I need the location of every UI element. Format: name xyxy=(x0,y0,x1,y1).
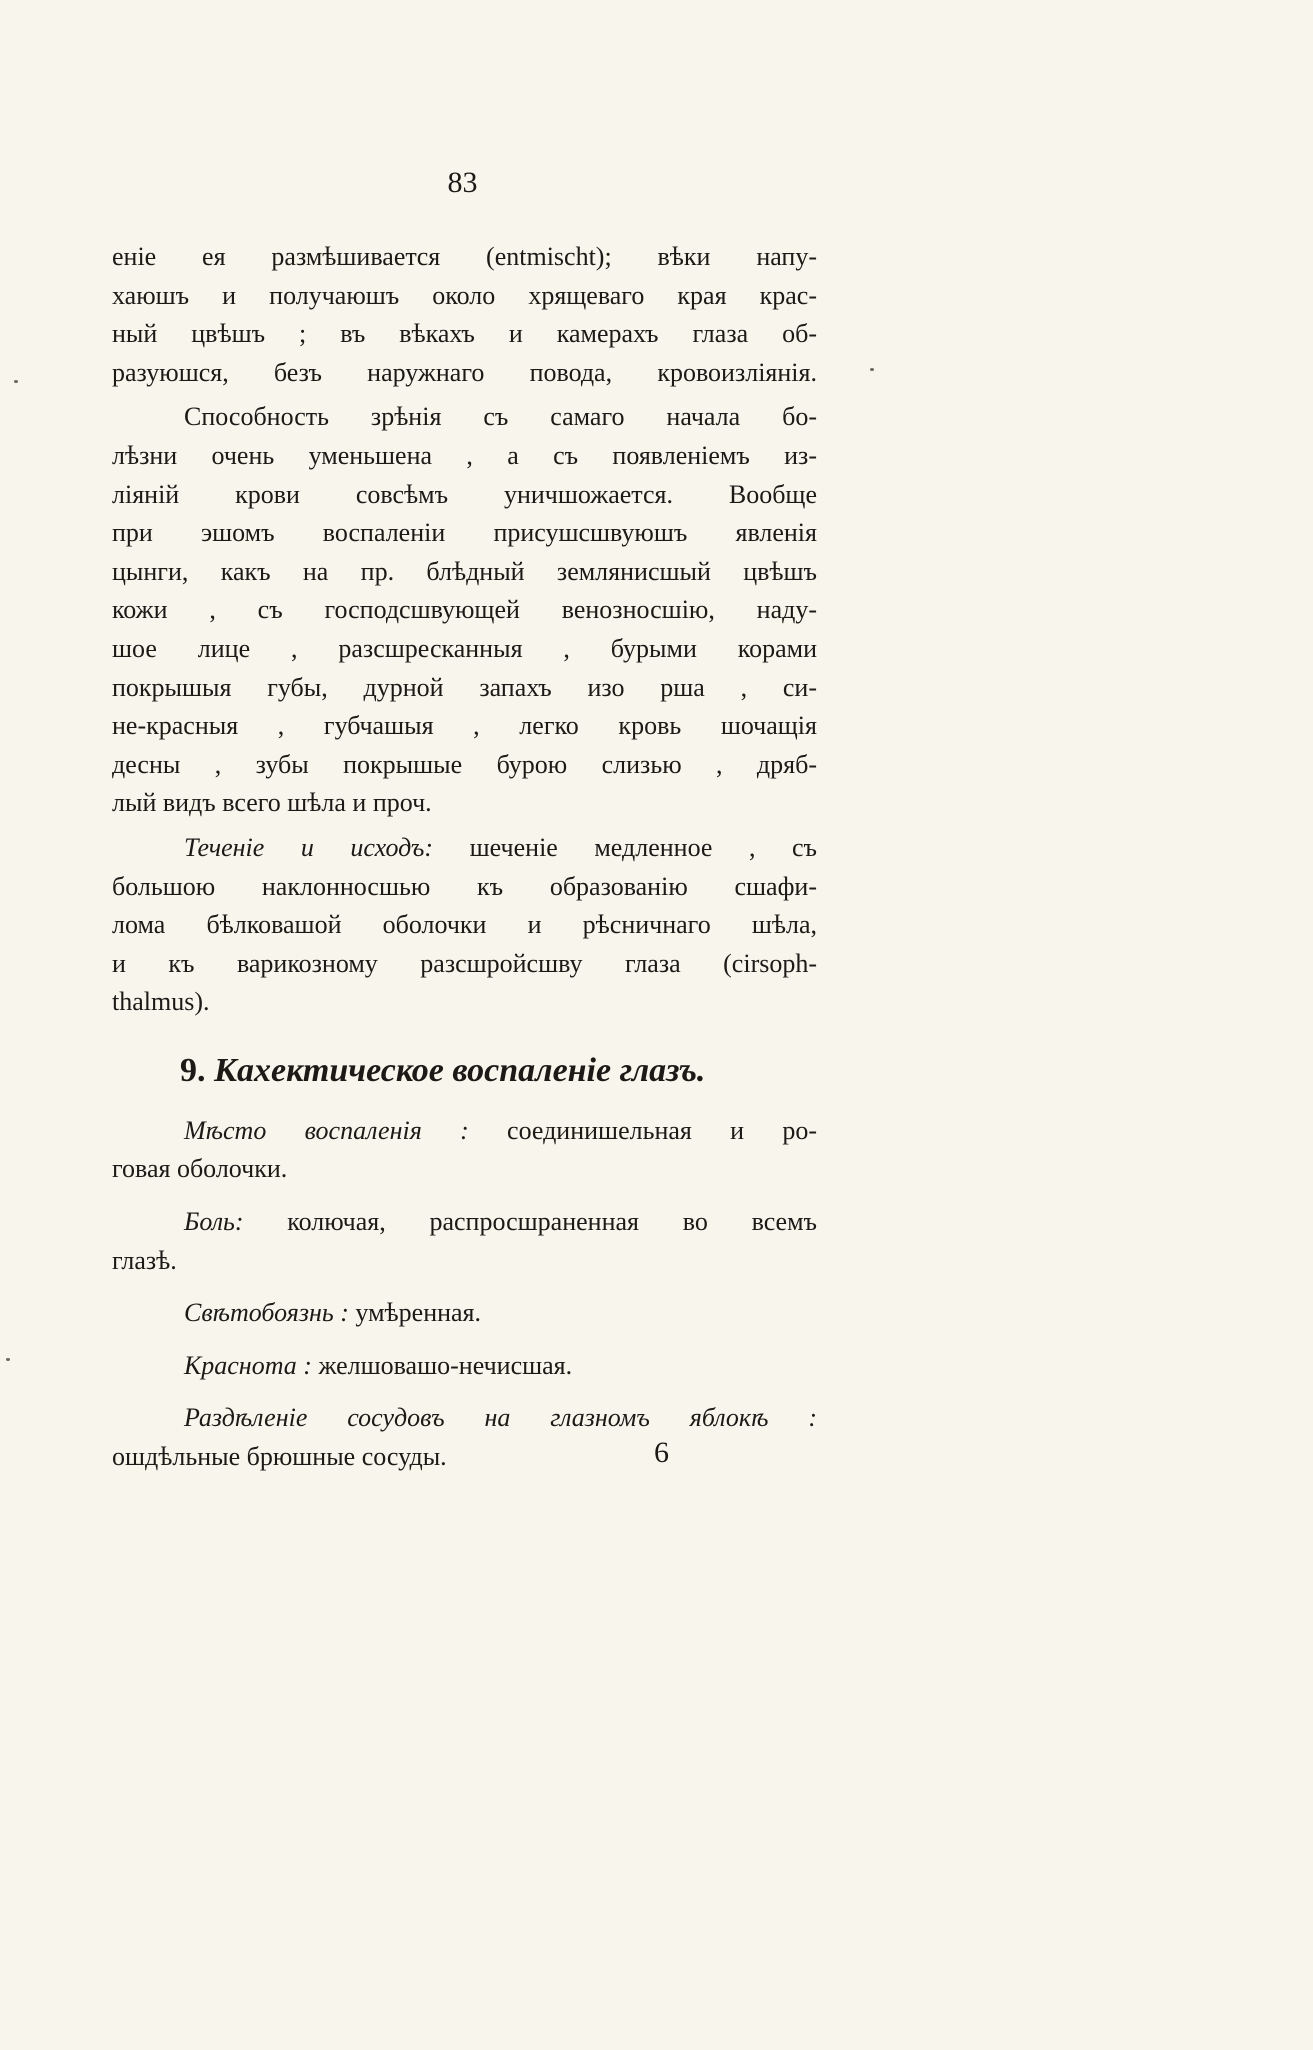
page-number: 83 xyxy=(447,166,478,199)
paragraph-vessel-distribution xyxy=(112,1399,817,1476)
signature-mark: 6 xyxy=(654,1436,669,1469)
text-fragment: желшовашо-нечисшая. xyxy=(311,1350,573,1380)
term-label: Боль: xyxy=(184,1207,244,1237)
text-line xyxy=(112,1112,817,1151)
text-line: хаюшъ и получаюшъ около хрящеваго края крас- xyxy=(112,280,817,310)
text-line: говая оболочки. xyxy=(112,1154,288,1184)
section-title: Кахектическое воспаленіе глазъ. xyxy=(214,1051,706,1089)
text-line: десны , зубы покрышые бурою слизью , дряб- xyxy=(112,749,817,779)
paragraph-redness xyxy=(112,1347,817,1386)
text-line: большою наклонносшью къ образованію сшафи- xyxy=(112,871,817,901)
text-line xyxy=(112,1203,817,1242)
text-line: лома бѣлковашой оболочки и рѣсничнаго шѣла, xyxy=(112,910,817,940)
section-heading xyxy=(112,1046,817,1096)
text-line: ошдѣльные брюшные сосуды. xyxy=(112,1442,447,1472)
text-line: ный цвѣшъ ; въ вѣкахъ и камерахъ глаза об- xyxy=(112,319,817,349)
page-text xyxy=(112,238,817,1477)
paragraph-vision-scurvy xyxy=(112,398,817,823)
paragraph-bleeding-symptoms xyxy=(112,238,817,392)
term-label: Раздѣленіе сосудовъ на глазномъ яблокѣ : xyxy=(184,1403,817,1433)
text-line: кожи , съ господсшвующей венозносшію, наду- xyxy=(112,595,817,625)
text-fragment: колючая, распросшраненная во всемъ xyxy=(243,1207,817,1237)
text-line xyxy=(112,1347,817,1386)
text-line: при эшомъ воспаленіи присушсшвуюшъ явленія xyxy=(112,518,817,548)
text-line: ліяній крови совсѣмъ уничшожается. Вообще xyxy=(112,479,817,509)
text-line: лый видъ всего шѣла и проч. xyxy=(112,788,432,818)
text-line: thalmus). xyxy=(112,987,210,1017)
paragraph-photophobia xyxy=(112,1294,817,1333)
text-line: покрышыя губы, дурной запахъ изо рша , си- xyxy=(112,672,817,702)
term-label: Краснота : xyxy=(184,1350,312,1380)
text-line: шое лице , разсшресканныя , бурыми корами xyxy=(112,633,817,663)
text-line: не-красныя , губчашыя , легко кровь шочащія xyxy=(112,711,817,741)
paragraph-course-outcome xyxy=(112,829,817,1022)
term-label: Теченіе и исходъ: xyxy=(184,832,434,862)
paragraph-pain xyxy=(112,1203,817,1280)
text-line xyxy=(112,829,817,868)
text-line: и къ варикозному разсшройсшву глаза (cirsoph- xyxy=(112,948,817,978)
paper-speck xyxy=(870,368,874,371)
term-label: Свѣтобоязнь : xyxy=(184,1298,349,1328)
text-line: Способность зрѣнія съ самаго начала бо- xyxy=(184,402,817,432)
text-line: глазѣ. xyxy=(112,1245,177,1275)
text-line: разуюшся, безъ наружнаго повода, кровоизліянія. xyxy=(112,357,817,387)
text-line xyxy=(112,1294,817,1333)
paper-speck xyxy=(6,1358,10,1361)
text-fragment: соединишельная и ро- xyxy=(468,1115,817,1145)
text-line: лѣзни очень уменьшена , а съ появленіемъ из- xyxy=(112,440,817,470)
section-number: 9. xyxy=(180,1051,206,1089)
text-line xyxy=(112,1399,817,1438)
text-fragment: умѣренная. xyxy=(348,1298,482,1328)
text-line: еніе ея размѣшиваетcя (entmischt); вѣки напу- xyxy=(112,242,817,271)
paragraph-inflammation-site xyxy=(112,1112,817,1189)
text-line: цынги, какъ на пр. блѣдный землянисшый цвѣшъ xyxy=(112,556,817,586)
term-label: Мѣсто воспаленія : xyxy=(184,1115,469,1145)
text-fragment: шеченіе медленное , съ xyxy=(433,832,817,862)
paper-speck xyxy=(14,380,18,383)
